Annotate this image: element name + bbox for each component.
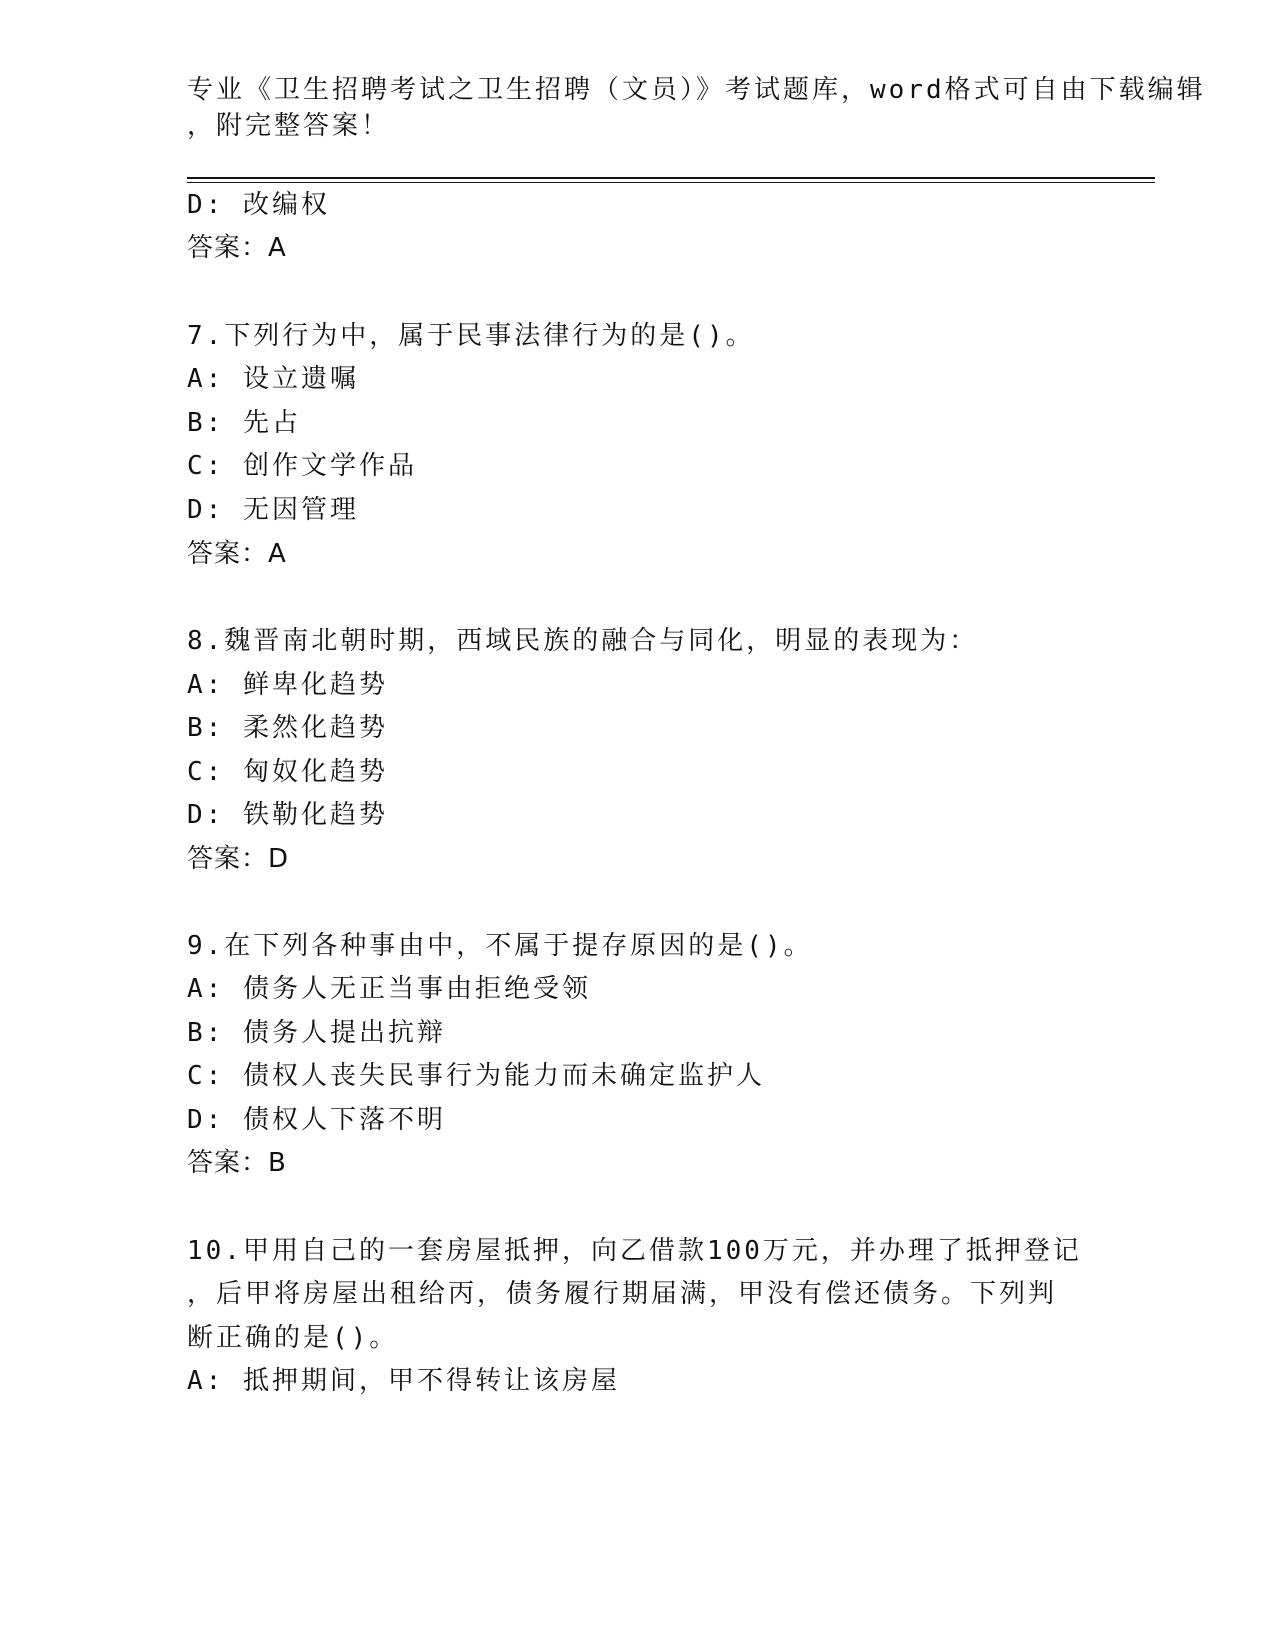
header-line-1: 专业《卫生招聘考试之卫生招聘（文员）》考试题库，word格式可自由下载编辑 xyxy=(187,75,1206,105)
q7-option-c: C: 创作文学作品 xyxy=(187,451,417,481)
q8-option-b: B: 柔然化趋势 xyxy=(187,713,388,743)
header-line-2: ，附完整答案！ xyxy=(187,111,391,141)
q8-option-d: D: 铁勒化趋势 xyxy=(187,800,388,830)
q9-answer: 答案：B xyxy=(187,1148,287,1178)
q8-option-a: A: 鲜卑化趋势 xyxy=(187,670,388,700)
page-header xyxy=(187,72,1206,144)
header-rule-thin xyxy=(187,182,1155,183)
header-rule-thick xyxy=(187,177,1155,179)
q10-stem-line-3: 断正确的是()。 xyxy=(187,1323,399,1353)
q10-option-a: A: 抵押期间，甲不得转让该房屋 xyxy=(187,1366,620,1396)
q8-option-c: C: 匈奴化趋势 xyxy=(187,757,388,787)
prev-answer: 答案：A xyxy=(187,233,287,263)
q8-answer: 答案：D xyxy=(187,844,290,874)
q9-option-c: C: 债权人丧失民事行为能力而未确定监护人 xyxy=(187,1061,765,1091)
q9-option-a: A: 债务人无正当事由拒绝受领 xyxy=(187,974,591,1004)
q10-stem-line-2: ，后甲将房屋出租给丙，债务履行期届满，甲没有偿还债务。下列判 xyxy=(187,1279,1058,1309)
q8-stem: 8.魏晋南北朝时期，西域民族的融合与同化，明显的表现为： xyxy=(187,626,979,656)
q9-stem: 9.在下列各种事由中，不属于提存原因的是()。 xyxy=(187,931,813,961)
q9-option-d: D: 债权人下落不明 xyxy=(187,1105,446,1135)
q7-option-b: B: 先占 xyxy=(187,408,301,438)
q7-option-d: D: 无因管理 xyxy=(187,495,359,525)
q7-answer: 答案：A xyxy=(187,539,287,569)
prev-option-d: D: 改编权 xyxy=(187,190,330,220)
q7-stem: 7.下列行为中，属于民事法律行为的是()。 xyxy=(187,321,755,351)
q9-option-b: B: 债务人提出抗辩 xyxy=(187,1018,446,1048)
q7-option-a: A: 设立遗嘱 xyxy=(187,364,359,394)
q10-stem-line-1: 10.甲用自己的一套房屋抵押，向乙借款100万元，并办理了抵押登记 xyxy=(187,1236,1082,1266)
